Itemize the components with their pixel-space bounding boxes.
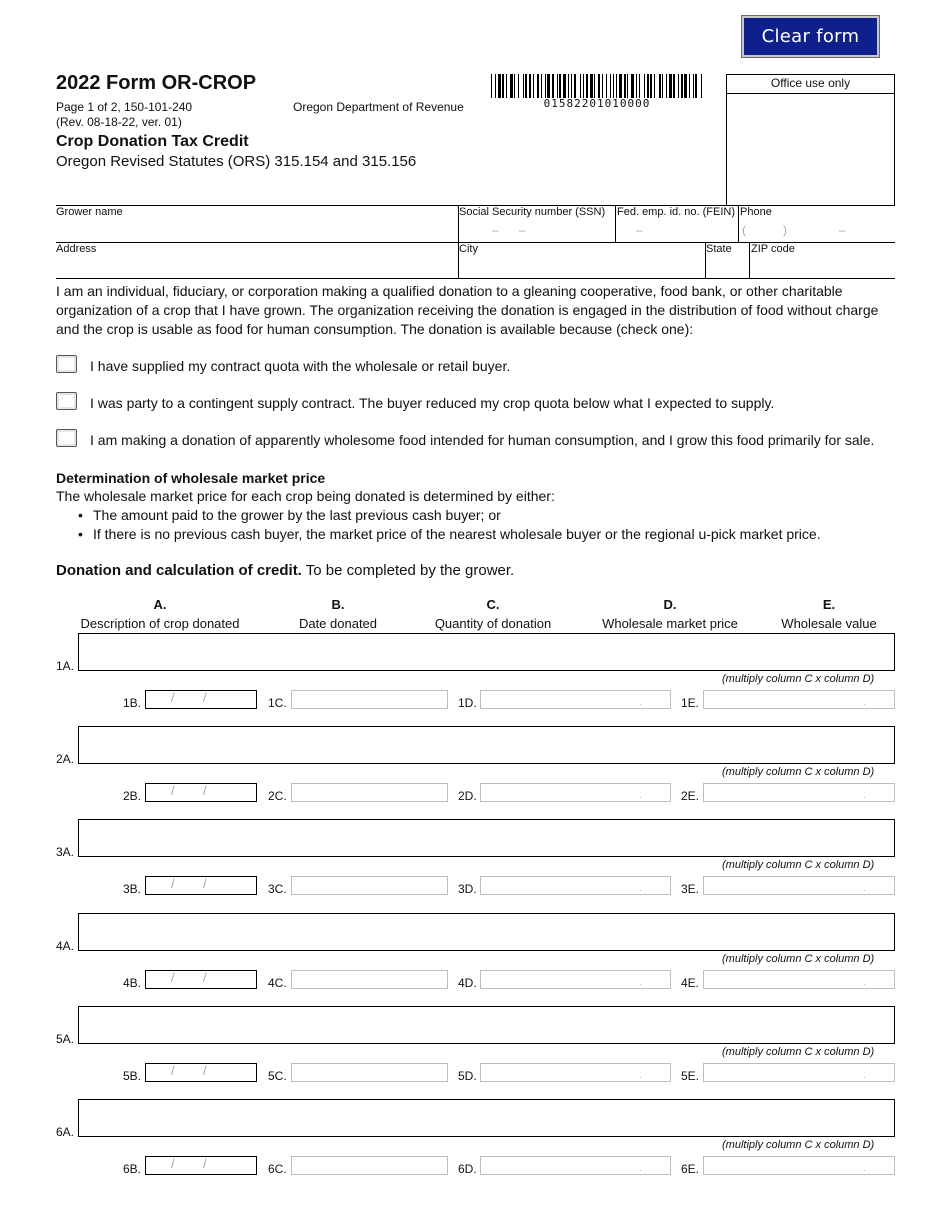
line-b-label: 2B.: [123, 789, 142, 804]
crop-description-input[interactable]: [78, 819, 895, 857]
line-e-label: 4E.: [681, 975, 700, 990]
multiply-note: (multiply column C x column D): [722, 766, 875, 779]
phone-close-paren: ): [783, 223, 787, 237]
address-label: Address: [56, 243, 97, 255]
line-c-label: 1C.: [268, 696, 287, 710]
market-price-input[interactable]: [480, 1063, 671, 1082]
fein-mask: –: [636, 223, 643, 237]
date-donated-input[interactable]: [145, 970, 257, 989]
determination-text: The wholesale market price for each crop being donated is determined by either:: [56, 488, 555, 504]
intro-paragraph: I am an individual, fiduciary, or corporation making a qualified donation to a gleaning cooperative, food bank, or other charitable organization of a crop that I have grown. The organization receiving the donation is engaged in the distribution of food without charge and the crop is usable as food for human consumption. The donation is available because (check one):: [56, 283, 879, 337]
line-c-label: 6C.: [268, 1162, 287, 1176]
wholesale-value-input[interactable]: [703, 690, 895, 709]
phone-open-paren: (: [742, 223, 746, 237]
divider: [738, 205, 739, 242]
date-slash: /: [171, 690, 175, 705]
date-slash: /: [171, 783, 175, 799]
state-field[interactable]: [706, 243, 748, 277]
date-donated-input[interactable]: [145, 876, 257, 895]
line-b-label: 4B.: [123, 975, 142, 990]
barcode-image: [491, 74, 703, 98]
decimal-dot: .: [639, 976, 642, 988]
line-d-label: 3D.: [458, 882, 477, 897]
line-d-label: 1D.: [458, 696, 477, 710]
decimal-dot: .: [639, 790, 642, 802]
decimal-dot: .: [863, 976, 866, 988]
date-donated-input[interactable]: [145, 1063, 257, 1082]
multiply-note: (multiply column C x column D): [722, 1139, 875, 1151]
market-price-input[interactable]: [480, 970, 671, 989]
decimal-dot: .: [639, 1069, 642, 1081]
decimal-dot: .: [863, 883, 866, 895]
line-b-label: 6B.: [123, 1162, 142, 1176]
determination-title: Determination of wholesale market price: [56, 470, 326, 486]
date-slash: /: [171, 1156, 175, 1171]
divider: [615, 205, 616, 242]
column-c-desc: Quantity of donation: [434, 616, 552, 631]
market-price-input[interactable]: [480, 876, 671, 895]
credit-title: Crop Donation Tax Credit: [56, 133, 249, 150]
barcode-number: 01582201010000: [543, 97, 651, 110]
line-e-label: 6E.: [681, 1162, 700, 1176]
line-a-label: 5A.: [56, 1031, 75, 1046]
decimal-dot: .: [863, 697, 866, 708]
line-a-label: 6A.: [56, 1125, 75, 1139]
quantity-input[interactable]: [291, 970, 448, 989]
line-e-label: 5E.: [681, 1068, 700, 1083]
line-d-label: 5D.: [458, 1068, 477, 1083]
option-2-checkbox[interactable]: [56, 392, 77, 410]
line-a-label: 2A.: [56, 752, 75, 767]
date-slash: /: [171, 876, 175, 892]
page-info: Page 1 of 2, 150-101-240: [56, 100, 193, 114]
decimal-dot: .: [639, 697, 642, 708]
wholesale-value-input[interactable]: [703, 876, 895, 895]
decimal-dot: .: [863, 1069, 866, 1081]
state-label: State: [706, 243, 732, 255]
line-e-label: 3E.: [681, 882, 700, 897]
date-slash: /: [171, 969, 175, 985]
option-2-text: I was party to a contingent supply contract. The buyer reduced my crop quota below what I expected to supply.: [90, 395, 775, 411]
market-price-input[interactable]: [480, 783, 671, 802]
multiply-note: (multiply column C x column D): [722, 673, 875, 685]
line-c-label: 5C.: [268, 1068, 287, 1083]
city-field[interactable]: [459, 243, 704, 277]
city-label: City: [459, 243, 478, 255]
column-d-desc: Wholesale market price: [602, 616, 738, 631]
crop-description-input[interactable]: [78, 726, 895, 764]
column-b-letter: B.: [331, 597, 345, 612]
grower-name-field[interactable]: [56, 206, 457, 241]
option-3-checkbox[interactable]: [56, 429, 77, 447]
decimal-dot: .: [863, 790, 866, 802]
ssn-field[interactable]: [459, 206, 614, 241]
date-slash: /: [203, 1156, 207, 1171]
phone-dash: –: [839, 223, 846, 237]
crop-description-input[interactable]: [78, 913, 895, 951]
column-c-letter: C.: [486, 597, 500, 612]
column-e-letter: E.: [822, 597, 836, 612]
option-1-checkbox[interactable]: [56, 355, 77, 373]
multiply-note: (multiply column C x column D): [722, 952, 875, 965]
line-a-label: 1A.: [56, 659, 75, 673]
column-d-letter: D.: [663, 597, 677, 612]
date-donated-input[interactable]: [145, 690, 257, 709]
line-b-label: 5B.: [123, 1068, 142, 1083]
zip-label: ZIP code: [751, 243, 795, 255]
quantity-input[interactable]: [291, 783, 448, 802]
date-slash: /: [203, 876, 207, 892]
fein-label: Fed. emp. id. no. (FEIN): [617, 206, 735, 218]
line-a-label: 4A.: [56, 938, 75, 953]
decimal-dot: .: [863, 1163, 866, 1174]
line-e-label: 1E.: [681, 696, 700, 710]
grower-name-label: Grower name: [56, 206, 123, 218]
department-name: Oregon Department of Revenue: [293, 100, 464, 114]
date-donated-input[interactable]: [145, 783, 257, 802]
date-slash: /: [171, 1062, 175, 1078]
wholesale-value-input[interactable]: [703, 783, 895, 802]
market-price-input[interactable]: [480, 690, 671, 709]
wholesale-value-input[interactable]: [703, 970, 895, 989]
line-b-label: 1B.: [123, 696, 142, 710]
address-field[interactable]: [56, 243, 457, 277]
line-d-label: 6D.: [458, 1162, 477, 1176]
line-b-label: 3B.: [123, 882, 142, 897]
date-slash: /: [203, 783, 207, 799]
ssn-label: Social Security number (SSN): [459, 206, 606, 218]
wholesale-value-input[interactable]: [703, 1063, 895, 1082]
date-slash: /: [203, 969, 207, 985]
line-d-label: 4D.: [458, 975, 477, 990]
decimal-dot: .: [639, 883, 642, 895]
clear-form-button[interactable]: Clear form: [742, 16, 879, 57]
statutes: Oregon Revised Statutes (ORS) 315.154 and 315.156: [56, 153, 417, 170]
date-slash: /: [203, 1062, 207, 1078]
line-e-label: 2E.: [681, 789, 700, 804]
quantity-input[interactable]: [291, 1063, 448, 1082]
crop-description-input[interactable]: [78, 1006, 895, 1044]
option-3-text: I am making a donation of apparently wholesome food intended for human consumption, and I grow this food primarily for sale.: [90, 432, 875, 448]
quantity-input[interactable]: [291, 1156, 448, 1175]
fein-field[interactable]: [617, 206, 737, 241]
form-title: 2022 Form OR-CROP: [56, 72, 257, 94]
crop-description-input[interactable]: [78, 633, 895, 671]
quantity-input[interactable]: [291, 876, 448, 895]
market-price-input[interactable]: [480, 1156, 671, 1175]
line-d-label: 2D.: [458, 789, 477, 804]
line-c-label: 3C.: [268, 882, 287, 897]
column-a-desc: Description of crop donated: [80, 616, 240, 631]
office-use-label: Office use only: [727, 75, 894, 94]
phone-label: Phone: [740, 206, 772, 218]
revision-info: (Rev. 08-18-22, ver. 01): [56, 115, 182, 129]
donation-title-bold: Donation and calculation of credit.: [56, 562, 302, 579]
determination-bullet: • If there is no previous cash buyer, the market price of the nearest wholesale buyer or the regional u-pick market price.: [93, 526, 821, 542]
date-donated-input[interactable]: [145, 1156, 257, 1175]
quantity-input[interactable]: [291, 690, 448, 709]
date-slash: /: [203, 690, 207, 705]
office-use-box: [726, 74, 895, 206]
line-c-label: 2C.: [268, 789, 287, 804]
multiply-note: (multiply column C x column D): [722, 859, 875, 872]
phone-field[interactable]: [740, 206, 895, 241]
line-c-label: 4C.: [268, 975, 287, 990]
zip-field[interactable]: [751, 243, 895, 277]
option-1-text: I have supplied my contract quota with the wholesale or retail buyer.: [90, 358, 511, 374]
line-a-label: 3A.: [56, 845, 75, 860]
wholesale-value-input[interactable]: [703, 1156, 895, 1175]
determination-bullet: • The amount paid to the grower by the last previous cash buyer; or: [93, 507, 501, 523]
multiply-note: (multiply column C x column D): [722, 1045, 875, 1058]
crop-description-input[interactable]: [78, 1099, 895, 1137]
divider: [749, 242, 750, 279]
donation-title: [56, 562, 514, 579]
column-a-letter: A.: [153, 597, 167, 612]
divider: [56, 278, 895, 279]
donation-title-rest: To be completed by the grower.: [301, 562, 515, 579]
column-b-desc: Date donated: [298, 616, 378, 631]
ssn-mask: – –: [492, 223, 526, 237]
decimal-dot: .: [639, 1163, 642, 1174]
column-e-desc: Wholesale value: [781, 616, 877, 631]
